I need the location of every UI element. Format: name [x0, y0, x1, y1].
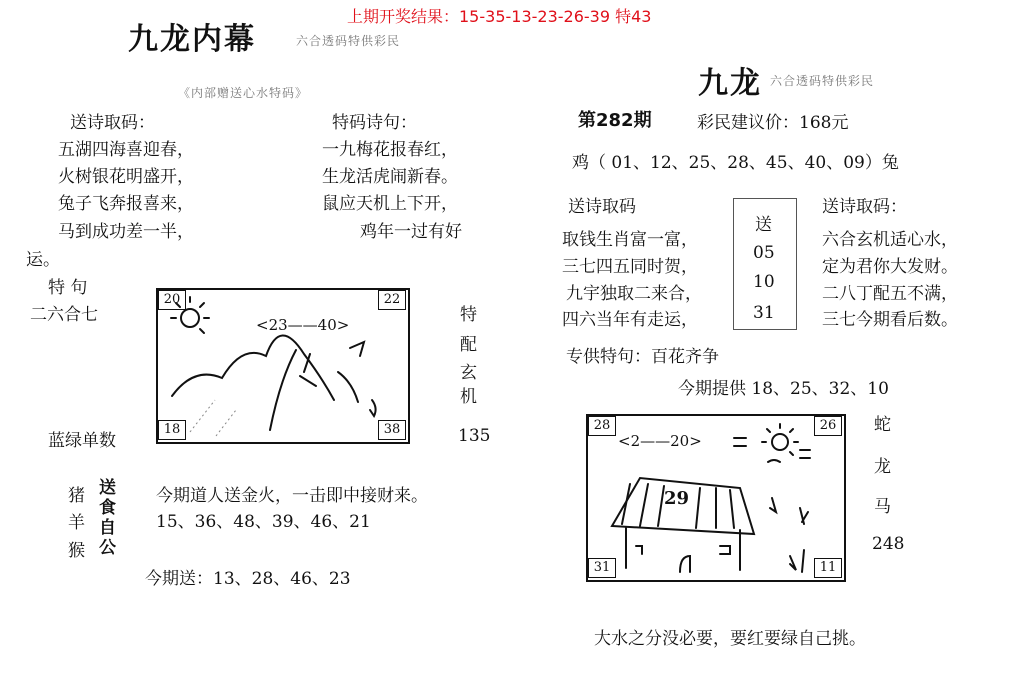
- left-corner-br: 38: [378, 420, 406, 440]
- four-char: 公: [99, 538, 116, 558]
- animal-char: 猴: [68, 541, 85, 561]
- left-range-text: <23——40>: [256, 316, 350, 334]
- right-poem-right-line: 三七今期看后数。: [822, 310, 958, 330]
- price: 彩民建议价：168元: [697, 113, 849, 133]
- animal-char: 猪: [68, 486, 85, 506]
- roof-number: 29: [664, 488, 690, 509]
- left-poem-send-heading: 送诗取码：: [70, 113, 155, 133]
- send-box-item: 31: [753, 303, 775, 323]
- right-poem-right-line: 二八丁配五不满，: [822, 284, 958, 304]
- blue-green-label: 蓝绿单数: [48, 431, 116, 451]
- left-poem-send-line: 五湖四海喜迎春，: [58, 140, 194, 160]
- send-line: 今期送：13、28、46、23: [145, 569, 351, 589]
- last-result-banner: 上期开奖结果：15-35-13-23-26-39 特43: [347, 7, 652, 26]
- right-title: 九龙: [698, 66, 762, 101]
- right-title-sub: 六合透码特供彩民: [770, 74, 875, 88]
- right-poem-left-line: 四六当年有走运，: [562, 310, 698, 330]
- left-poem-send-line: 兔子飞奔报喜来，: [58, 194, 194, 214]
- right-side-animal: 蛇: [874, 415, 891, 435]
- four-char: 食: [99, 498, 116, 518]
- side-vertical-char: 玄: [460, 363, 477, 383]
- send-box-item: 05: [753, 243, 775, 263]
- left-title-sub: 六合透码特供彩民: [296, 34, 401, 48]
- right-corner-tl: 28: [588, 416, 616, 436]
- left-corner-tr: 22: [378, 290, 406, 310]
- left-corner-bl: 18: [158, 420, 186, 440]
- left-poem-special-line: 鸡年一过有好: [360, 222, 462, 242]
- four-char: 自: [99, 518, 116, 538]
- right-poem-right-line: 六合玄机适心水，: [822, 230, 958, 250]
- left-poem-special-tail: 运。: [26, 250, 60, 270]
- right-corner-tr: 26: [814, 416, 842, 436]
- left-poem-send-line: 火树银花明盛开，: [58, 167, 194, 187]
- right-poem-left-line: 三七四五同时贺，: [562, 257, 698, 277]
- left-poem-special-heading: 特码诗句：: [332, 113, 417, 133]
- daoren-line: 今期道人送金火，一击即中接财来。: [156, 486, 428, 506]
- side-vertical-char: 配: [460, 335, 477, 355]
- left-inner-sub: 《内部赠送心水特码》: [178, 86, 309, 100]
- numbers-line: 15、36、48、39、46、21: [156, 512, 371, 532]
- send-box-item: 送: [755, 215, 772, 235]
- right-poem-left-line: 取钱生肖富一富，: [562, 230, 698, 250]
- right-side-animal: 龙: [874, 457, 891, 477]
- left-sketch-frame: [156, 288, 410, 444]
- side-vertical-char: 特: [460, 305, 477, 325]
- right-poem-left-line: 九宇独取二来合，: [566, 284, 702, 304]
- right-poem-right-heading: 送诗取码：: [822, 197, 907, 217]
- provide-line: 今期提供 18、25、32、10: [678, 379, 889, 399]
- animal-char: 羊: [68, 513, 85, 533]
- right-corner-br: 11: [814, 558, 842, 578]
- left-title: 九龙内幕: [128, 22, 256, 57]
- four-char: 送: [99, 478, 116, 498]
- footer-line: 大水之分没必要，要红要绿自己挑。: [594, 629, 866, 649]
- side-number: 135: [458, 426, 491, 446]
- side-vertical-char: 机: [460, 387, 477, 407]
- chicken-line: 鸡（ 01、12、25、28、45、40、09）兔: [572, 153, 899, 173]
- right-corner-bl: 31: [588, 558, 616, 578]
- right-poem-left-heading: 送诗取码: [568, 197, 636, 217]
- left-poem-special-line: 一九梅花报春红，: [322, 140, 458, 160]
- left-poem-special-line: 鼠应天机上下开，: [322, 194, 458, 214]
- left-corner-tl: 20: [158, 290, 186, 310]
- right-range-text: <2——20>: [618, 432, 702, 450]
- issue-number: 第282期: [578, 110, 652, 131]
- right-special-phrase: 专供特句：百花齐争: [566, 347, 719, 367]
- special-phrase-label: 特 句: [48, 278, 88, 298]
- left-poem-send-line: 马到成功差一半，: [58, 222, 194, 242]
- special-phrase: 二六合七: [30, 305, 98, 325]
- send-box-item: 10: [753, 272, 775, 292]
- right-side-number: 248: [872, 534, 905, 554]
- left-poem-special-line: 生龙活虎闹新春。: [322, 167, 458, 187]
- right-side-animal: 马: [874, 497, 891, 517]
- right-poem-right-line: 定为君你大发财。: [822, 257, 958, 277]
